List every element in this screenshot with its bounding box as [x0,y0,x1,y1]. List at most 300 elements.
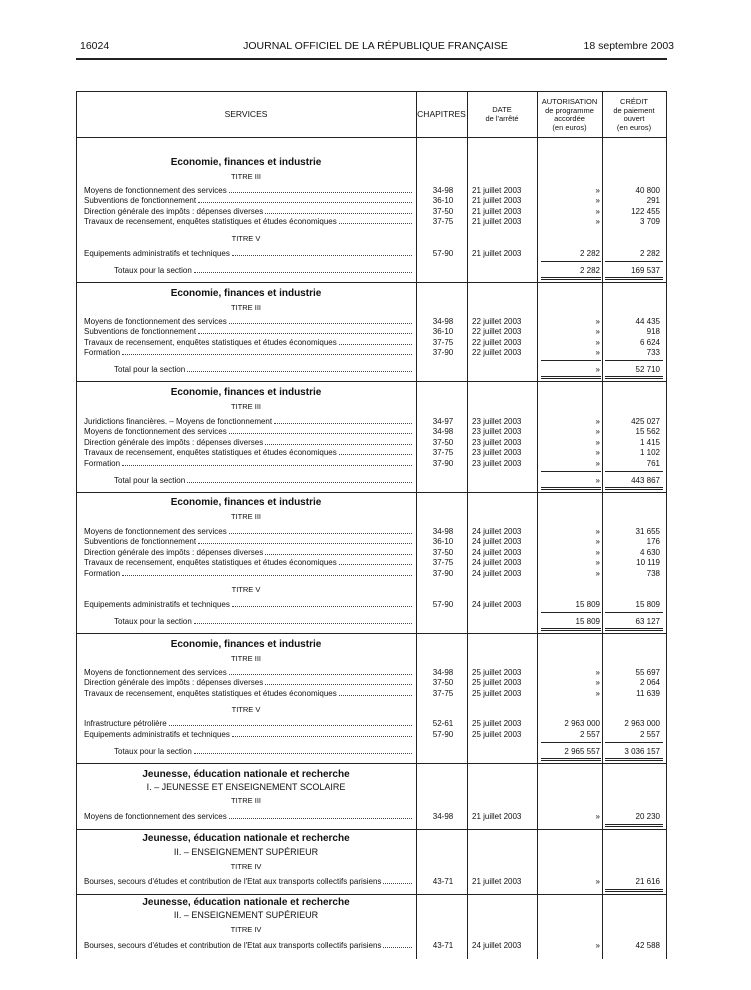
row-chapitre: 34-98 [432,427,454,436]
subtotal-rule [541,471,601,472]
row-credit: 1 415 [639,438,660,447]
titre-heading: TITRE V [231,585,261,594]
row-chapitre: 37-75 [432,217,454,226]
leader-dots [229,811,412,819]
titre-heading: TITRE IV [230,862,262,871]
col-header-auto-line3: accordée [554,114,585,123]
row-date: 25 juillet 2003 [472,668,522,677]
row-autorisation: » [595,941,600,950]
row-label-text: Totaux pour la section [114,617,192,626]
row-autorisation: » [595,348,600,357]
table-row [0,458,751,469]
leader-dots [383,940,412,948]
row-credit: 738 [646,569,660,578]
row-date: 25 juillet 2003 [472,719,522,728]
row-credit: 1 102 [639,448,660,457]
row-label-text: Total pour la section [114,476,186,485]
subtotal-rule [541,742,601,743]
leader-dots [122,347,412,355]
col-header-credit-line2: de paiement [613,105,655,115]
row-credit: 4 630 [639,548,660,557]
row-credit: 2 282 [639,249,660,258]
row-date: 22 juillet 2003 [472,317,522,326]
row-date: 21 juillet 2003 [472,186,522,195]
row-date: 23 juillet 2003 [472,438,522,447]
leader-dots [232,729,412,737]
col-header-credit-line1: CRÉDIT [620,97,648,106]
row-label-text: Direction générale des impôts : dépenses diverses [84,548,264,557]
row-chapitre: 36-10 [432,327,454,336]
row-autorisation: » [595,476,600,485]
section-heading: Economie, finances et industrie [170,157,322,168]
row-date: 23 juillet 2003 [472,448,522,457]
row-credit: 6 624 [639,338,660,347]
row-label-text: Totaux pour la section [114,266,192,275]
row-date: 22 juillet 2003 [472,327,522,336]
row-label [84,248,414,259]
row-credit: 55 697 [635,668,660,677]
leader-dots [265,547,412,555]
titre-heading: TITRE V [231,705,261,714]
subtotal-rule [541,612,601,613]
row-credit: 169 537 [631,266,660,275]
table-row [0,876,751,887]
row-label-text: Totaux pour la section [114,747,192,756]
table-header-rule [76,137,667,138]
col-header-date [467,106,537,123]
subtotal-rule [541,261,601,262]
row-date: 21 juillet 2003 [472,812,522,821]
table-row [0,426,751,437]
page-number: 16024 [80,40,110,52]
leader-dots [169,718,412,726]
row-label [114,364,414,375]
row-credit: 15 562 [635,427,660,436]
table-row [0,216,751,227]
row-date: 24 juillet 2003 [472,569,522,578]
row-label-text: Direction générale des impôts : dépenses diverses [84,207,264,216]
table-row [0,536,751,547]
row-date: 24 juillet 2003 [472,548,522,557]
section-heading: Jeunesse, éducation nationale et recherche [142,769,350,780]
row-label-text: Direction générale des impôts : dépenses diverses [84,678,264,687]
row-label [114,616,414,627]
row-credit: 3 709 [639,217,660,226]
row-date: 21 juillet 2003 [472,877,522,886]
row-label-text: Equipements administratifs et techniques [84,730,230,739]
row-label-text: Subventions de fonctionnement [84,196,197,205]
leader-dots [383,876,412,884]
row-autorisation: » [595,569,600,578]
row-label-text: Bourses, secours d'études et contribution de l'Etat aux transports collectifs parisiens [84,877,382,886]
row-chapitre: 37-90 [432,569,454,578]
row-autorisation: » [595,812,600,821]
row-autorisation: » [595,217,600,226]
row-autorisation: » [595,548,600,557]
total-rule [605,487,663,490]
total-rule [605,376,663,379]
row-date: 23 juillet 2003 [472,417,522,426]
col-header-credit [602,98,666,132]
leader-dots [339,688,412,696]
leader-dots [339,216,412,224]
row-chapitre: 37-50 [432,678,454,687]
row-credit: 122 455 [631,207,660,216]
row-chapitre: 37-50 [432,548,454,557]
table-row [0,248,751,259]
leader-dots [198,195,412,203]
row-autorisation: » [595,527,600,536]
row-credit: 63 127 [635,617,660,626]
section-heading: Jeunesse, éducation nationale et recherche [142,833,350,844]
row-label [84,811,414,822]
subtotal-rule [605,261,663,262]
row-autorisation: » [595,317,600,326]
row-autorisation: » [595,365,600,374]
leader-dots [265,437,412,445]
row-label [114,746,414,757]
row-date: 21 juillet 2003 [472,217,522,226]
row-label-text: Travaux de recensement, enquêtes statistiques et études économiques [84,338,337,347]
leader-dots [232,248,412,256]
row-label [114,265,414,276]
row-credit: 31 655 [635,527,660,536]
col-header-autorisation [537,98,602,132]
row-autorisation: » [595,186,600,195]
leader-dots [194,746,412,754]
titre-heading: TITRE V [231,234,261,243]
row-label [84,677,414,688]
row-credit: 20 230 [635,812,660,821]
leader-dots [229,426,412,434]
row-label [84,940,414,951]
leader-dots [339,337,412,345]
titre-heading: TITRE III [231,303,261,312]
row-credit: 176 [646,537,660,546]
row-autorisation: » [595,327,600,336]
table-top-rule [76,91,667,92]
publication-date: 18 septembre 2003 [583,40,674,52]
leader-dots [229,185,412,193]
row-label-text: Formation [84,459,121,468]
leader-dots [194,265,412,273]
row-label [84,347,414,358]
section-heading: Jeunesse, éducation nationale et recherche [142,897,350,908]
table-row [0,677,751,688]
leader-dots [187,475,412,483]
row-date: 23 juillet 2003 [472,427,522,436]
row-date: 22 juillet 2003 [472,348,522,357]
row-label-text: Moyens de fonctionnement des services [84,317,227,326]
row-autorisation: » [595,678,600,687]
row-label-text: Equipements administratifs et techniques [84,600,230,609]
row-autorisation: » [595,207,600,216]
row-credit: 443 867 [631,476,660,485]
section-heading: Economie, finances et industrie [170,387,322,398]
section-rule [76,763,667,764]
row-date: 25 juillet 2003 [472,689,522,698]
row-date: 22 juillet 2003 [472,338,522,347]
row-label-text: Formation [84,348,121,357]
table-row [0,265,751,276]
subtotal-rule [605,612,663,613]
col-header-auto-line1: AUTORISATION [541,97,598,106]
row-autorisation: 15 809 [575,617,600,626]
row-credit: 918 [646,327,660,336]
row-credit: 3 036 157 [624,747,660,756]
row-label-text: Moyens de fonctionnement des services [84,668,227,677]
col-header-auto-line2: de programme [545,105,594,115]
row-credit: 44 435 [635,317,660,326]
row-label [84,447,414,458]
row-label-text: Moyens de fonctionnement des services [84,527,227,536]
row-autorisation: » [595,417,600,426]
leader-dots [265,206,412,214]
row-label [84,729,414,740]
col-header-services: SERVICES [224,109,268,119]
row-date: 25 juillet 2003 [472,730,522,739]
row-credit: 291 [646,196,660,205]
row-chapitre: 52-61 [432,719,454,728]
table-row [0,557,751,568]
row-date: 24 juillet 2003 [472,527,522,536]
section-heading: Economie, finances et industrie [170,497,322,508]
total-rule [541,277,601,280]
row-autorisation: » [595,438,600,447]
leader-dots [194,616,412,624]
row-autorisation: » [595,558,600,567]
leader-dots [229,667,412,675]
row-chapitre: 36-10 [432,537,454,546]
row-label [84,426,414,437]
table-row [0,811,751,822]
row-autorisation: » [595,877,600,886]
row-label [84,216,414,227]
titre-heading: TITRE III [231,796,261,805]
row-autorisation: 15 809 [575,600,600,609]
row-credit: 11 639 [636,689,660,698]
section-rule [76,633,667,634]
leader-dots [339,557,412,565]
subsection-heading: II. – ENSEIGNEMENT SUPÉRIEUR [173,910,319,920]
row-label [114,475,414,486]
row-credit: 10 119 [636,558,660,567]
row-autorisation: 2 963 000 [564,719,600,728]
titre-heading: TITRE III [231,172,261,181]
row-chapitre: 37-75 [432,558,454,567]
section-heading: Economie, finances et industrie [170,639,322,650]
row-autorisation: » [595,448,600,457]
row-chapitre: 37-90 [432,459,454,468]
row-chapitre: 43-71 [432,877,454,886]
leader-dots [232,599,412,607]
row-chapitre: 57-90 [432,600,454,609]
leader-dots [122,568,412,576]
row-label-text: Moyens de fonctionnement des services [84,812,227,821]
leader-dots [339,447,412,455]
row-date: 21 juillet 2003 [472,249,522,258]
table-row [0,616,751,627]
row-chapitre: 37-75 [432,448,454,457]
row-label [84,568,414,579]
total-rule [541,628,601,631]
row-label-text: Juridictions financières. – Moyens de fonctionnement [84,417,273,426]
section-rule [76,381,667,382]
section-rule [76,829,667,830]
row-label-text: Travaux de recensement, enquêtes statistiques et études économiques [84,689,337,698]
row-autorisation: » [595,196,600,205]
row-label-text: Formation [84,569,121,578]
leader-dots [274,416,412,424]
row-autorisation: » [595,668,600,677]
row-label-text: Equipements administratifs et techniques [84,249,230,258]
leader-dots [229,316,412,324]
row-label-text: Bourses, secours d'études et contribution de l'Etat aux transports collectifs parisiens [84,941,382,950]
row-credit: 40 800 [635,186,660,195]
row-label [84,536,414,547]
row-autorisation: 2 282 [579,266,600,275]
table-row [0,447,751,458]
row-chapitre: 34-98 [432,527,454,536]
titre-heading: TITRE III [231,654,261,663]
row-label [84,195,414,206]
total-rule [605,889,663,892]
row-label-text: Subventions de fonctionnement [84,327,197,336]
table-row [0,195,751,206]
row-date: 21 juillet 2003 [472,207,522,216]
table-row [0,718,751,729]
row-chapitre: 37-90 [432,348,454,357]
row-autorisation: 2 965 557 [564,747,600,756]
row-date: 24 juillet 2003 [472,537,522,546]
row-date: 21 juillet 2003 [472,196,522,205]
row-credit: 21 616 [635,877,660,886]
col-header-auto-line4: (en euros) [552,122,587,132]
titre-heading: TITRE III [231,512,261,521]
row-label-text: Direction générale des impôts : dépenses diverses [84,438,264,447]
row-label [84,718,414,729]
subtotal-rule [605,360,663,361]
row-credit: 52 710 [635,365,660,374]
header-rule [76,58,667,60]
row-credit: 425 027 [631,417,660,426]
leader-dots [229,526,412,534]
total-rule [541,487,601,490]
section-heading: Economie, finances et industrie [170,288,322,299]
total-rule [541,376,601,379]
section-rule [76,894,667,895]
row-chapitre: 34-98 [432,812,454,821]
table-row [0,599,751,610]
row-label [84,458,414,469]
total-rule [541,758,601,761]
row-credit: 2 064 [639,678,660,687]
col-header-date-line2: de l'arrêté [485,113,519,123]
row-chapitre: 43-71 [432,941,454,950]
row-credit: 42 588 [635,941,660,950]
row-label-text: Moyens de fonctionnement des services [84,186,227,195]
leader-dots [187,364,412,372]
row-date: 25 juillet 2003 [472,678,522,687]
row-credit: 2 557 [639,730,660,739]
row-label-text: Moyens de fonctionnement des services [84,427,227,436]
row-credit: 2 963 000 [624,719,660,728]
section-rule [76,282,667,283]
row-chapitre: 34-98 [432,668,454,677]
row-label [84,326,414,337]
row-label [84,557,414,568]
row-chapitre: 37-50 [432,207,454,216]
subsection-heading: II. – ENSEIGNEMENT SUPÉRIEUR [173,847,319,857]
total-rule [605,758,663,761]
col-header-credit-line3: ouvert [623,114,645,123]
leader-dots [198,536,412,544]
table-row [0,326,751,337]
col-header-date-line1: DATE [492,105,512,114]
section-rule [76,492,667,493]
row-chapitre: 34-97 [432,417,454,426]
row-date: 24 juillet 2003 [472,558,522,567]
titre-heading: TITRE IV [230,925,262,934]
row-label-text: Travaux de recensement, enquêtes statistiques et études économiques [84,448,337,457]
row-autorisation: 2 282 [579,249,600,258]
row-label-text: Total pour la section [114,365,186,374]
table-row [0,475,751,486]
row-label [84,688,414,699]
row-label-text: Travaux de recensement, enquêtes statistiques et études économiques [84,558,337,567]
row-chapitre: 34-98 [432,186,454,195]
leader-dots [122,458,412,466]
row-chapitre: 36-10 [432,196,454,205]
row-credit: 15 809 [635,600,660,609]
journal-title: JOURNAL OFFICIEL DE LA RÉPUBLIQUE FRANÇAISE [243,40,508,52]
table-row [0,746,751,757]
row-chapitre: 37-50 [432,438,454,447]
row-date: 24 juillet 2003 [472,600,522,609]
col-header-chapitres: CHAPITRES [417,109,466,119]
table-row [0,729,751,740]
row-autorisation: » [595,338,600,347]
subtotal-rule [605,742,663,743]
titre-heading: TITRE III [231,402,261,411]
row-label-text: Infrastructure pétrolière [84,719,167,728]
row-autorisation: » [595,537,600,546]
row-date: 23 juillet 2003 [472,459,522,468]
row-label [84,876,414,887]
row-credit: 761 [646,459,660,468]
col-header-credit-line4: (en euros) [616,122,652,132]
table-row [0,347,751,358]
row-autorisation: » [595,427,600,436]
row-chapitre: 37-75 [432,689,454,698]
table-row [0,568,751,579]
table-row [0,364,751,375]
row-autorisation: » [595,459,600,468]
leader-dots [265,677,412,685]
row-label-text: Travaux de recensement, enquêtes statistiques et études économiques [84,217,337,226]
row-chapitre: 37-75 [432,338,454,347]
total-rule [605,628,663,631]
table-row [0,940,751,951]
total-rule [605,824,663,827]
leader-dots [198,326,412,334]
row-label-text: Subventions de fonctionnement [84,537,197,546]
row-date: 24 juillet 2003 [472,941,522,950]
subtotal-rule [541,360,601,361]
row-chapitre: 57-90 [432,249,454,258]
row-autorisation: 2 557 [579,730,600,739]
subsection-heading: I. – JEUNESSE ET ENSEIGNEMENT SCOLAIRE [146,782,346,792]
